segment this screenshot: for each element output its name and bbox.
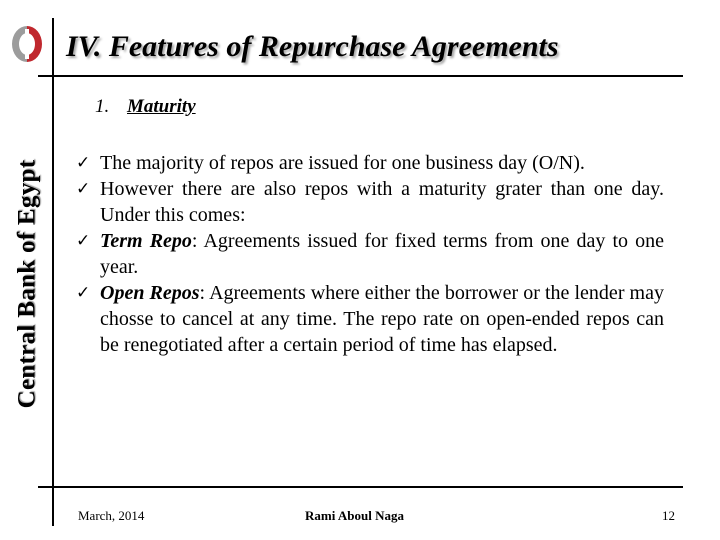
bullet-item	[76, 228, 664, 280]
bullet-item	[76, 280, 664, 358]
sidebar-label-text: Central Bank of Egypt	[13, 159, 40, 409]
vertical-divider	[52, 18, 54, 526]
cbe-logo-icon	[10, 24, 44, 64]
bullet-term: Open Repos	[100, 282, 200, 304]
bullet-text: However there are also repos with a maturity grater than one day. Under this comes:	[100, 178, 664, 226]
subheading-number: 1.	[95, 96, 110, 117]
bullet-item	[76, 176, 664, 228]
bullet-list	[76, 150, 664, 358]
footer-author: Rami Aboul Naga	[305, 508, 404, 523]
bullet-text: : Agreements issued for fixed terms from one day to one year.	[100, 230, 664, 278]
footer-date: March, 2014	[78, 508, 145, 523]
checkmark-icon: ✓	[76, 179, 91, 199]
subheading	[95, 96, 196, 118]
bullet-item	[76, 150, 664, 176]
page-number: 12	[662, 508, 675, 523]
slide-title: IV. Features of Repurchase Agreements	[66, 30, 559, 63]
subheading-text: Maturity	[127, 96, 196, 117]
bullet-text: : Agreements where either the borrower or the lender may chosse to cancel at any time. The repo rate on open-ended repos can be renegotiated after a certain period of time has elapsed.	[100, 282, 664, 356]
checkmark-icon: ✓	[76, 283, 91, 303]
title-divider	[38, 75, 683, 77]
bullet-term: Term Repo	[100, 230, 192, 252]
sidebar-label	[10, 108, 44, 460]
footer-divider	[38, 486, 683, 488]
checkmark-icon: ✓	[76, 153, 91, 173]
bullet-text: The majority of repos are issued for one business day (O/N).	[100, 152, 585, 174]
checkmark-icon: ✓	[76, 231, 91, 251]
